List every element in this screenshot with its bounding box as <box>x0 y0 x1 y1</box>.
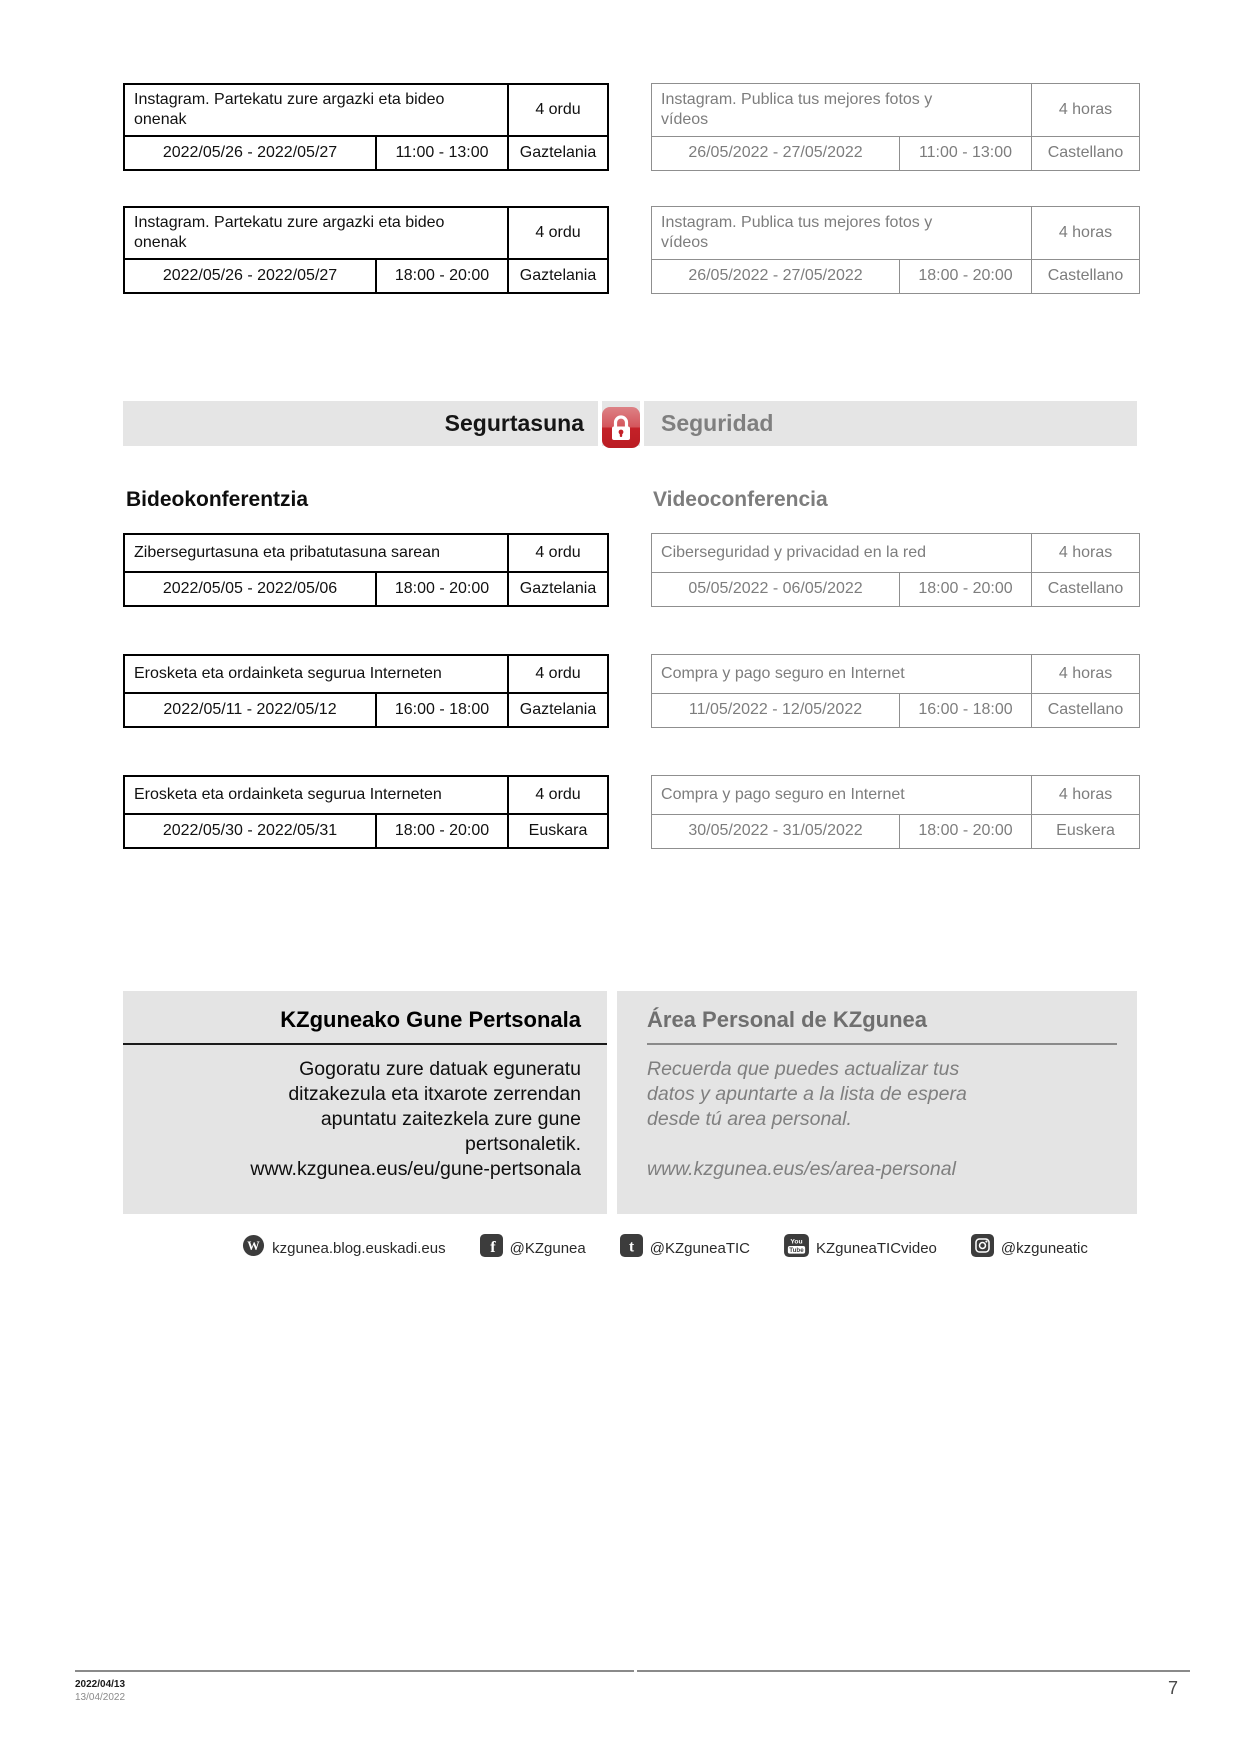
social-link-blog[interactable] <box>242 1234 445 1262</box>
course-dates-cell: 2022/05/30 - 2022/05/31 <box>124 814 376 848</box>
table-row <box>652 776 1140 815</box>
body-line: Gogoratu zure datuak eguneratu <box>299 1058 581 1080</box>
personal-area-body-es <box>647 1057 1117 1132</box>
course-language-cell: Castellano <box>1032 259 1140 293</box>
table-row <box>124 655 608 693</box>
personal-area-eu <box>123 991 607 1214</box>
social-label: @kzguneatic <box>1000 1239 1088 1257</box>
course-title-cell: Erosketa eta ordainketa segurua Interneten <box>124 655 508 693</box>
table-row <box>652 655 1140 694</box>
personal-area-url-es[interactable]: www.kzgunea.eus/es/area-personal <box>647 1158 956 1180</box>
course-title-cell: Compra y pago seguro en Internet <box>652 776 1032 815</box>
personal-area-box <box>123 991 1137 1214</box>
table-row <box>124 814 608 848</box>
table-row <box>652 207 1140 260</box>
footer-date-eu: 2022/04/13 <box>75 1679 126 1690</box>
course-table-es <box>651 533 1140 607</box>
social-label: @KZgunea <box>509 1239 586 1257</box>
twitter-icon <box>620 1234 643 1262</box>
page-number: 7 <box>1167 1678 1178 1698</box>
lock-icon <box>602 401 640 446</box>
course-title-cell: Compra y pago seguro en Internet <box>652 655 1032 694</box>
course-language-cell: Castellano <box>1032 136 1140 170</box>
course-table-es <box>651 654 1140 728</box>
course-duration-cell: 4 horas <box>1032 655 1140 694</box>
course-title: Instagram. Publica tus mejores fotos y vídeos <box>661 213 933 251</box>
body-line: pertsonaletik. <box>465 1133 581 1155</box>
footer-divider <box>75 1670 1190 1672</box>
course-table-eu <box>123 83 609 171</box>
course-table-eu <box>123 206 609 294</box>
course-language-cell: Castellano <box>1032 693 1140 727</box>
footer-dates <box>75 1678 125 1704</box>
course-title: Instagram. Publica tus mejores fotos y vídeos <box>661 90 933 128</box>
course-title-cell: Zibersegurtasuna eta pribatutasuna sarean <box>124 534 508 572</box>
social-link-instagram[interactable] <box>971 1234 1088 1262</box>
course-language-cell: Castellano <box>1032 572 1140 606</box>
table-row <box>124 572 608 606</box>
course-duration-cell: 4 ordu <box>508 84 608 136</box>
course-pair-row <box>123 533 1137 607</box>
social-link-twitter[interactable] <box>620 1234 750 1262</box>
table-row <box>652 814 1140 848</box>
course-duration-cell: 4 horas <box>1032 84 1140 137</box>
social-label: kzgunea.blog.euskadi.eus <box>272 1239 446 1257</box>
body-line: datos y apuntarte a la lista de espera <box>647 1083 967 1105</box>
svg-text:t: t <box>628 1238 634 1256</box>
course-language-cell: Gaztelania <box>508 136 608 170</box>
course-language-cell: Euskara <box>508 814 608 848</box>
course-title-cell <box>652 207 1032 260</box>
course-time-cell: 18:00 - 20:00 <box>376 814 508 848</box>
footer-date-es: 13/04/2022 <box>75 1692 126 1703</box>
youtube-icon <box>784 1234 809 1262</box>
course-dates-cell: 30/05/2022 - 31/05/2022 <box>652 814 900 848</box>
subsection-title-eu: Bideokonferentzia <box>126 488 309 511</box>
course-time-cell: 16:00 - 18:00 <box>376 693 508 727</box>
course-dates-cell: 2022/05/11 - 2022/05/12 <box>124 693 376 727</box>
table-row <box>652 534 1140 573</box>
social-link-youtube[interactable] <box>784 1234 937 1262</box>
course-table-es <box>651 775 1140 849</box>
table-row <box>124 259 608 293</box>
page-content <box>123 0 1137 1262</box>
course-title-cell: Erosketa eta ordainketa segurua Interneten <box>124 776 508 814</box>
course-pair-row <box>123 775 1137 849</box>
table-row <box>652 84 1140 137</box>
course-dates-cell: 2022/05/05 - 2022/05/06 <box>124 572 376 606</box>
table-row <box>652 572 1140 606</box>
section-title-eu: Segurtasuna <box>123 401 598 446</box>
course-time-cell: 16:00 - 18:00 <box>900 693 1032 727</box>
course-time-cell: 18:00 - 20:00 <box>900 259 1032 293</box>
instagram-icon <box>971 1234 994 1262</box>
course-pair-row <box>123 83 1137 171</box>
course-duration-cell: 4 horas <box>1032 207 1140 260</box>
course-pair-row <box>123 206 1137 294</box>
course-duration-cell: 4 ordu <box>508 534 608 572</box>
body-line: desde tú area personal. <box>647 1108 852 1130</box>
course-duration-cell: 4 horas <box>1032 534 1140 573</box>
course-time-cell: 18:00 - 20:00 <box>900 814 1032 848</box>
body-line: Recuerda que puedes actualizar tus <box>647 1058 960 1080</box>
social-label: KZguneaTICvideo <box>816 1239 937 1257</box>
course-title-cell <box>124 207 508 259</box>
svg-text:f: f <box>489 1237 496 1257</box>
course-language-cell: Gaztelania <box>508 572 608 606</box>
table-row <box>124 207 608 259</box>
personal-area-es <box>617 991 1137 1214</box>
svg-text:You: You <box>790 1238 803 1246</box>
page-footer <box>75 1670 1190 1704</box>
facebook-icon <box>480 1234 503 1262</box>
course-table-eu <box>123 654 609 728</box>
course-duration-cell: 4 horas <box>1032 776 1140 815</box>
subsection-headings <box>123 488 1137 512</box>
course-table-eu <box>123 775 609 849</box>
svg-text:Tube: Tube <box>789 1247 804 1255</box>
course-time-cell: 18:00 - 20:00 <box>376 259 508 293</box>
course-title: Instagram. Partekatu zure argazki eta bideo onenak <box>134 214 445 251</box>
course-duration-cell: 4 ordu <box>508 776 608 814</box>
course-table-eu <box>123 533 609 607</box>
course-time-cell: 11:00 - 13:00 <box>376 136 508 170</box>
personal-area-url-eu[interactable]: www.kzgunea.eus/eu/gune-pertsonala <box>250 1158 581 1180</box>
table-row <box>124 136 608 170</box>
body-line: apuntatu zaitezkela zure gune <box>320 1108 581 1130</box>
course-time-cell: 11:00 - 13:00 <box>900 136 1032 170</box>
course-duration-cell: 4 ordu <box>508 655 608 693</box>
course-dates-cell: 2022/05/26 - 2022/05/27 <box>124 259 376 293</box>
social-links-row <box>123 1234 1137 1262</box>
course-dates-cell: 2022/05/26 - 2022/05/27 <box>124 136 376 170</box>
course-title-cell <box>124 84 508 136</box>
table-row <box>652 136 1140 170</box>
course-duration-cell: 4 ordu <box>508 207 608 259</box>
social-link-facebook[interactable] <box>480 1234 586 1262</box>
personal-area-title-es: Área Personal de KZgunea <box>647 1005 1117 1045</box>
course-dates-cell: 26/05/2022 - 27/05/2022 <box>652 136 900 170</box>
table-row <box>124 84 608 136</box>
course-time-cell: 18:00 - 20:00 <box>900 572 1032 606</box>
course-dates-cell: 05/05/2022 - 06/05/2022 <box>652 572 900 606</box>
social-label: @KZguneaTIC <box>649 1239 750 1257</box>
course-table-es <box>651 206 1140 294</box>
wordpress-icon <box>242 1234 265 1262</box>
course-time-cell: 18:00 - 20:00 <box>376 572 508 606</box>
course-title-cell <box>652 84 1032 137</box>
course-pair-row <box>123 654 1137 728</box>
personal-area-body-eu <box>123 1057 607 1157</box>
course-language-cell: Euskera <box>1032 814 1140 848</box>
footer-row <box>75 1678 1190 1704</box>
course-dates-cell: 11/05/2022 - 12/05/2022 <box>652 693 900 727</box>
table-row <box>124 776 608 814</box>
body-line: ditzakezula eta itxarote zerrendan <box>288 1083 581 1105</box>
course-language-cell: Gaztelania <box>508 693 608 727</box>
svg-text:W: W <box>247 1238 260 1253</box>
table-row <box>124 534 608 572</box>
course-title-cell: Ciberseguridad y privacidad en la red <box>652 534 1032 573</box>
course-dates-cell: 26/05/2022 - 27/05/2022 <box>652 259 900 293</box>
table-row <box>124 693 608 727</box>
course-title: Instagram. Partekatu zure argazki eta bideo onenak <box>134 91 445 128</box>
subsection-title-es: Videoconferencia <box>653 488 828 511</box>
security-section-header <box>123 401 1137 446</box>
course-language-cell: Gaztelania <box>508 259 608 293</box>
table-row <box>652 693 1140 727</box>
personal-area-title-eu: KZguneako Gune Pertsonala <box>123 1005 607 1045</box>
table-row <box>652 259 1140 293</box>
course-table-es <box>651 83 1140 171</box>
section-title-es: Seguridad <box>644 401 1137 446</box>
